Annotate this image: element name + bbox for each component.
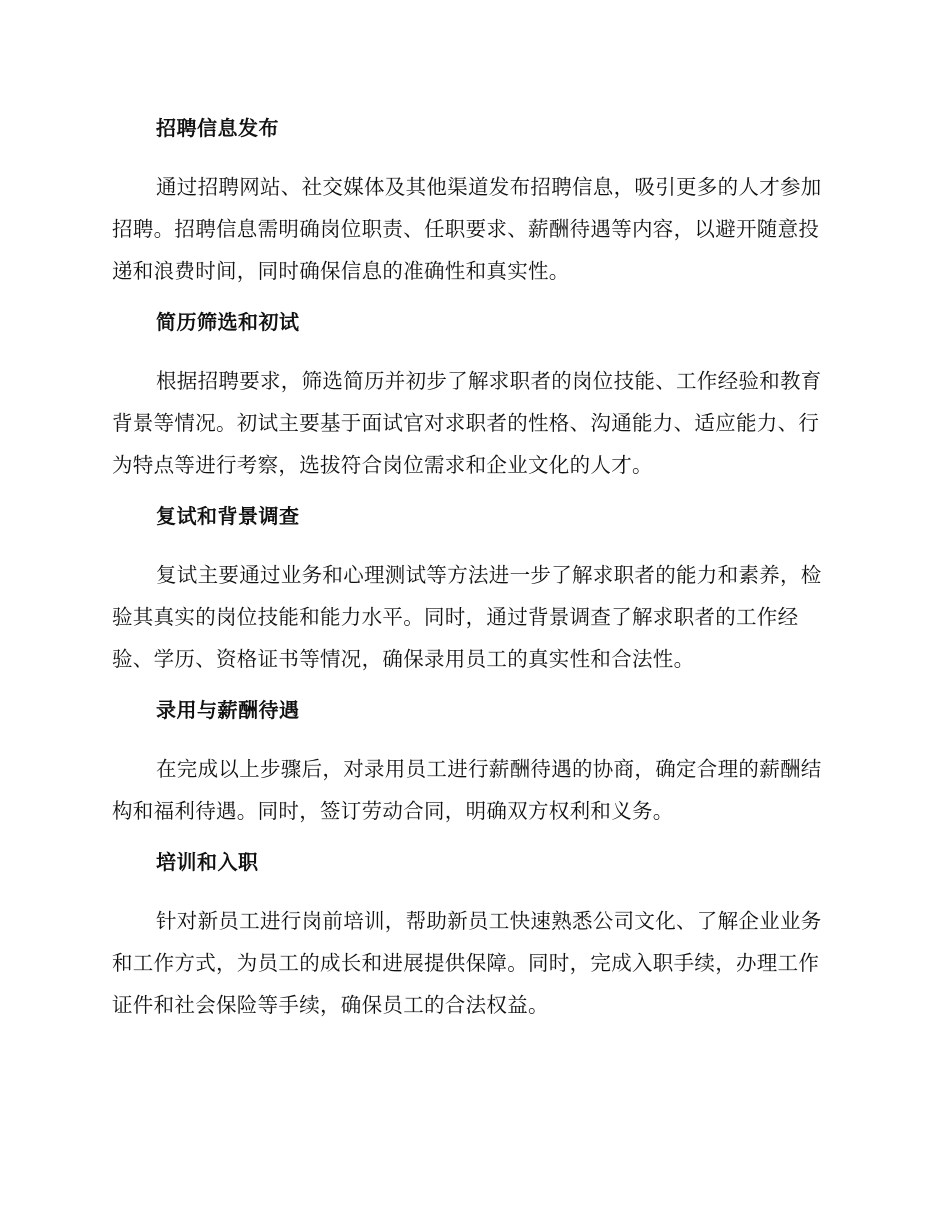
section-heading: 复试和背景调查 [156,504,300,528]
section-paragraph: 根据招聘要求，筛选简历并初步了解求职者的岗位技能、工作经验和教育背景等情况。初试主要基于面试官对求职者的性格、沟通能力、适应能力、行为特点等进行考察，选拔符合岗位需求和企业文化的人才。 [112,369,822,477]
section-recruitment-posting [112,114,832,292]
section-heading: 简历筛选和初试 [156,310,300,334]
section-heading: 培训和入职 [156,850,259,874]
section-paragraph: 通过招聘网站、社交媒体及其他渠道发布招聘信息，吸引更多的人才参加招聘。招聘信息需明确岗位职责、任职要求、薪酬待遇等内容，以避开随意投递和浪费时间，同时确保信息的准确性和真实性。 [112,175,822,283]
section-hiring-compensation [112,696,832,832]
section-resume-screening [112,308,832,486]
section-heading: 招聘信息发布 [156,116,279,140]
section-paragraph: 复试主要通过业务和心理测试等方法进一步了解求职者的能力和素养，检验其真实的岗位技能和能力水平。同时，通过背景调查了解求职者的工作经验、学历、资格证书等情况，确保录用员工的真实性和合法性。 [112,563,822,671]
section-paragraph: 在完成以上步骤后，对录用员工进行薪酬待遇的协商，确定合理的薪酬结构和福利待遇。同时，签订劳动合同，明确双方权利和义务。 [112,757,822,823]
section-heading: 录用与薪酬待遇 [156,698,300,722]
section-training-onboarding [112,848,832,1026]
section-paragraph: 针对新员工进行岗前培训，帮助新员工快速熟悉公司文化、了解企业业务和工作方式，为员工的成长和进展提供保障。同时，完成入职手续，办理工作证件和社会保险等手续，确保员工的合法权益。 [112,909,822,1017]
section-second-interview [112,502,832,680]
